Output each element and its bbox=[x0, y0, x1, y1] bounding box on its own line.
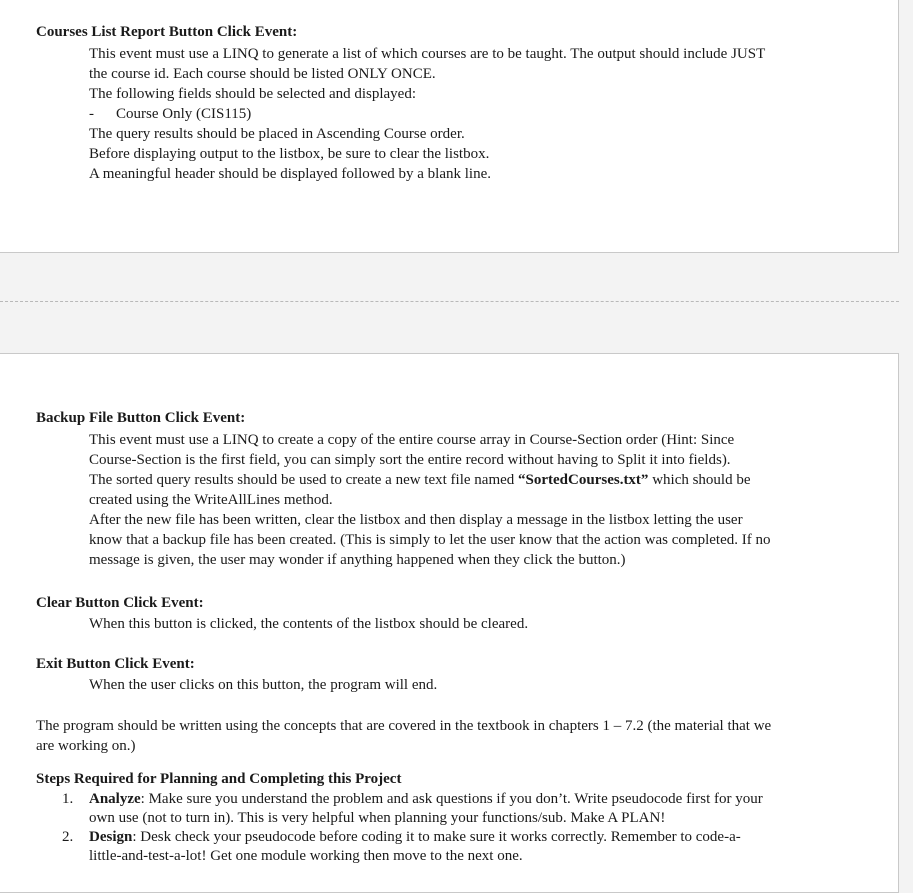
courses-list-bullet bbox=[89, 104, 859, 124]
backup-line: message is given, the user may wonder if anything happened when they click the button.) bbox=[89, 552, 626, 568]
step-label: Design bbox=[89, 829, 133, 845]
backup-file-heading: Backup File Button Click Event: bbox=[36, 410, 246, 426]
program-note-line: The program should be written using the concepts that are covered in the textbook in chapters 1 – 7.2 (the material that we bbox=[36, 718, 772, 734]
page-break-divider bbox=[0, 301, 899, 302]
courses-list-line: the course id. Each course should be listed ONLY ONCE. bbox=[89, 66, 436, 82]
step-text: own use (not to turn in). This is very helpful when planning your functions/sub. Make A PLAN! bbox=[89, 810, 666, 826]
step-number: 2. bbox=[62, 829, 74, 845]
courses-list-heading: Courses List Report Button Click Event: bbox=[36, 24, 298, 40]
backup-line: know that a backup file has been created. (This is simply to let the user know that the action was completed. If no bbox=[89, 532, 771, 548]
backup-line: created using the WriteAllLines method. bbox=[89, 492, 333, 508]
backup-file-body bbox=[89, 430, 859, 570]
backup-line: This event must use a LINQ to create a copy of the entire course array in Course-Section order (Hint: Since bbox=[89, 432, 735, 448]
exit-button-heading: Exit Button Click Event: bbox=[36, 656, 195, 672]
backup-line3-post: which should be bbox=[648, 472, 751, 488]
courses-list-line: A meaningful header should be displayed followed by a blank line. bbox=[89, 166, 491, 182]
step-label: Analyze bbox=[89, 791, 141, 807]
clear-button-body bbox=[89, 614, 859, 634]
step-number: 1. bbox=[62, 791, 74, 807]
sorted-courses-filename: “SortedCourses.txt” bbox=[518, 472, 649, 488]
courses-list-body bbox=[89, 44, 859, 184]
backup-line: Course-Section is the first field, you can simply sort the entire record without having to Split it into fields). bbox=[89, 452, 731, 468]
clear-line: When this button is clicked, the contents of the listbox should be cleared. bbox=[89, 616, 529, 632]
program-note bbox=[36, 716, 866, 756]
steps-heading: Steps Required for Planning and Completing this Project bbox=[36, 771, 402, 787]
step-text: : Desk check your pseudocode before coding it to make sure it works correctly. Remember to code-a- bbox=[132, 829, 741, 845]
courses-list-line: The following fields should be selected and displayed: bbox=[89, 86, 417, 102]
courses-list-line: The query results should be placed in Ascending Course order. bbox=[89, 126, 465, 142]
backup-line bbox=[89, 470, 859, 490]
backup-line: After the new file has been written, clear the listbox and then display a message in the listbox letting the user bbox=[89, 512, 743, 528]
exit-line: When the user clicks on this button, the program will end. bbox=[89, 677, 438, 693]
bullet-dash: - bbox=[89, 106, 94, 122]
courses-list-line: This event must use a LINQ to generate a list of which courses are to be taught. The output should include JUST bbox=[89, 46, 766, 62]
clear-button-heading: Clear Button Click Event: bbox=[36, 595, 204, 611]
bullet-text: Course Only (CIS115) bbox=[116, 106, 252, 122]
courses-list-line: Before displaying output to the listbox, be sure to clear the listbox. bbox=[89, 146, 490, 162]
step-text: little-and-test-a-lot! Get one module working then move to the next one. bbox=[89, 848, 523, 864]
exit-button-body bbox=[89, 675, 859, 695]
program-note-line: are working on.) bbox=[36, 738, 136, 754]
backup-line3-pre: The sorted query results should be used to create a new text file named bbox=[89, 472, 519, 488]
step-text: : Make sure you understand the problem and ask questions if you don’t. Write pseudocode first for your bbox=[140, 791, 763, 807]
